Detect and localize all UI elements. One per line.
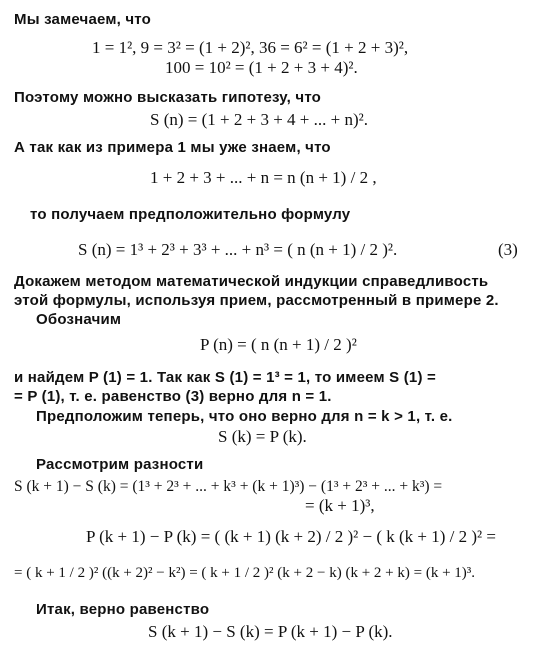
equation-p-n: P (n) = ( n (n + 1) / 2 )² xyxy=(200,335,357,354)
text-line-proof-2: этой формулы, используя прием, рассмотренный в примере 2. xyxy=(14,292,499,309)
equation-squares: 1 = 1², 9 = 3² = (1 + 2)², 36 = 6² = (1 + 2 + 3)², xyxy=(92,38,409,57)
text-line-denote: Обозначим xyxy=(36,311,122,328)
equation-final: S (k + 1) − S (k) = P (k + 1) − P (k). xyxy=(148,622,393,641)
text-line-proof-1: Докажем методом математической индукции справедливость xyxy=(14,273,489,290)
text-line-base-2: = P (1), т. е. равенство (3) верно для n = 1. xyxy=(14,388,332,405)
text-line-base-1: и найдем P (1) = 1. Так как S (1) = 1³ = 1, то имеем S (1) = xyxy=(14,369,436,386)
text-line-formula: то получаем предположительно формулу xyxy=(30,206,351,223)
text-line-hypothesis: Поэтому можно высказать гипотезу, что xyxy=(14,89,322,106)
equation-p-difference-result: = ( k + 1 / 2 )² ((k + 2)² − k²) = ( k + 1 / 2 )² (k + 2 − k) (k + 2 + k) = (k + 1)³. xyxy=(14,565,476,581)
equation-hundred: 100 = 10² = (1 + 2 + 3 + 4)². xyxy=(165,58,358,77)
equation-arithmetic-sum: 1 + 2 + 3 + ... + n = n (n + 1) / 2 , xyxy=(150,168,377,187)
equation-s-difference: S (k + 1) − S (k) = (1³ + 2³ + ... + k³ + (k + 1)³) − (1³ + 2³ + ... + k³) = xyxy=(14,478,443,495)
equation-s-difference-result: = (k + 1)³, xyxy=(305,496,375,515)
equation-number: (3) xyxy=(498,240,518,259)
text-line-known: А так как из примера 1 мы уже знаем, что xyxy=(14,139,331,156)
equation-3: S (n) = 1³ + 2³ + 3³ + ... + n³ = ( n (n + 1) / 2 )². xyxy=(78,240,398,259)
text-line-differences: Рассмотрим разности xyxy=(36,456,204,473)
text-line-assume: Предположим теперь, что оно верно для n = k > 1, т. е. xyxy=(36,408,453,425)
equation-s-k: S (k) = P (k). xyxy=(218,427,307,446)
equation-p-difference: P (k + 1) − P (k) = ( (k + 1) (k + 2) / 2 )² − ( k (k + 1) / 2 )² = xyxy=(86,527,496,546)
text-line-therefore: Итак, верно равенство xyxy=(36,601,210,618)
equation-s-n: S (n) = (1 + 2 + 3 + 4 + ... + n)². xyxy=(150,110,368,129)
text-line-intro: Мы замечаем, что xyxy=(14,11,151,28)
